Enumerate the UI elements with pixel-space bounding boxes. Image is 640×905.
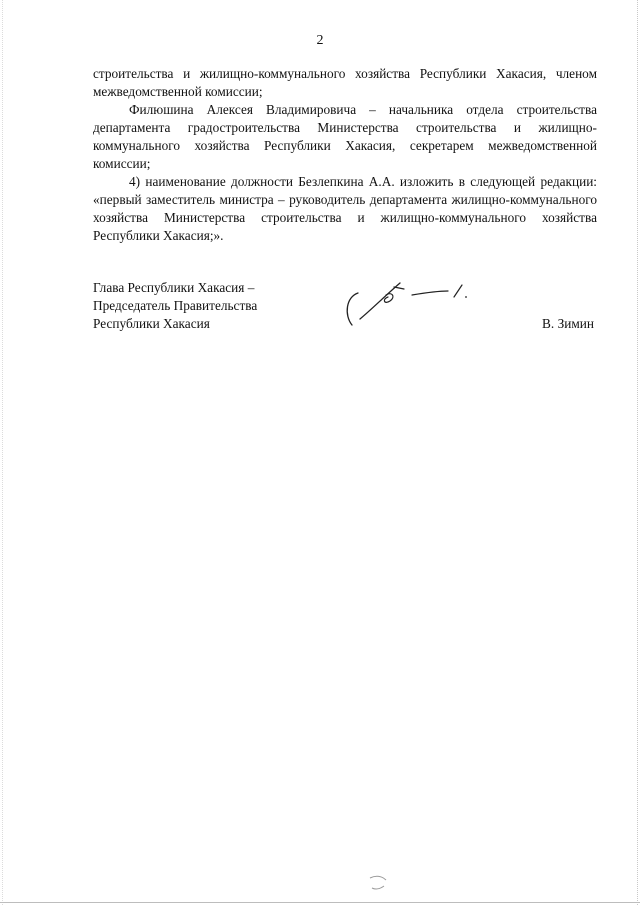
scan-artifact-mark [366,872,390,894]
scan-edge-left [2,0,3,905]
signatory-title [93,279,257,333]
signatory-title-line: Председатель Правительства [93,298,258,313]
document-body [93,65,597,245]
page-number: 2 [316,33,324,48]
signatory-title-line: Республики Хакасия [93,316,210,331]
paragraph-secretary: Филюшина Алексея Владимировича – начальника отдела строительства департамента градостроительства Министерства строительства и жилищно-коммунального хозяйства Республики Хакасия, секретарем межведомственной комиссии; [93,102,597,171]
scan-edge-right [637,0,638,905]
handwritten-signature [338,275,478,335]
signatory-name: В. Зимин [542,316,594,331]
paragraph-item-4: 4) наименование должности Безлепкина А.А. изложить в следующей редакции: «первый заместитель министра – руководитель департамента жилищно-коммунального хозяйства Министерства строительства и жилищно-коммунального хозяйства Республики Хакасия;». [93,174,597,243]
paragraph-continuation: строительства и жилищно-коммунального хозяйства Республики Хакасия, членом межведомственной комиссии; [93,66,597,99]
scan-edge-bottom [0,902,640,903]
signatory-title-line: Глава Республики Хакасия – [93,280,255,295]
